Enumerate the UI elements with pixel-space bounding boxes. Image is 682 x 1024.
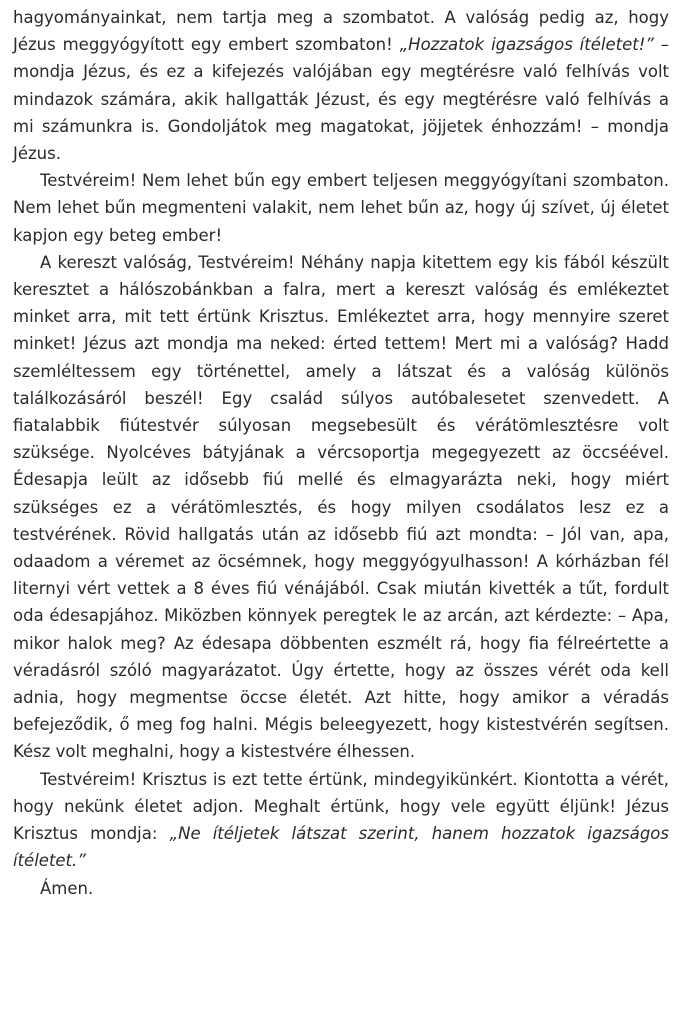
paragraph-1 xyxy=(13,4,669,167)
text-run: Testvéreim! Nem lehet bűn egy embert teljesen meggyógyítani szombaton. Nem lehet bűn megmenteni valakit, nem lehet bűn az, hogy új szívet, új életet kapjon egy beteg ember! xyxy=(13,171,669,245)
italic-quote: „Ne ítéljetek látszat szerint, hanem hozzatok igazságos ítéletet.” xyxy=(13,824,669,871)
text-run: hagyományainkat, nem tartja meg a szombatot. A valóság pedig az, hogy Jézus meggyógyított egy embert szombaton! xyxy=(13,8,669,55)
italic-quote: „Hozzatok igazságos ítéletet!” xyxy=(399,35,654,55)
paragraph-5 xyxy=(13,875,669,902)
closing-word: Ámen. xyxy=(40,878,94,898)
paragraph-3 xyxy=(13,249,669,766)
text-run: A kereszt valóság, Testvéreim! Néhány napja kitettem egy kis fából készült keresztet a hálószobánkban a falra, mert a kereszt valóság és emlékeztet minket arra, mit tett értünk Krisztus. Emlékeztet arra, hogy mennyire szeret minket! Jézus azt mondja ma neked: érted tettem! Mert mi a valóság? Hadd szemléltessem egy történettel, amely a látszat és a valóság különös találkozásáról beszél! Egy család súlyos autóbalesetet szenvedett. A fiatalabbik fiútestvér súlyosan megsebesült és vérátömlesztésre volt szüksége. Nyolcéves bátyjának a vércsoportja megegyezett az öccséével. Édesapja leült az idősebb fiú mellé és elmagyarázta neki, hogy miért szükséges ez a vérátömlesztés, és hogy milyen csodálatos lesz ez a testvérének. Rövid hallgatás után az idősebb fiú azt mondta: – Jól van, apa, odaadom a véremet az öcsémnek, hogy meggyógyulhasson! A kórházban fél liternyi vért vettek a 8 éves fiú vénájából. Csak miután kivették a tűt, fordult oda édesapjához. Miközben könnyek peregtek le az arcán, azt kérdezte: – Apa, mikor halok meg? Az édesapa döbbenten eszmélt rá, hogy fia félreértette a véradásról szóló magyarázatot. Úgy értette, hogy az összes vérét oda kell adnia, hogy megmentse öccse életét. Azt hitte, hogy amikor a véradás befejeződik, ő meg fog halni. Mégis beleegyezett, hogy kistestvérén segítsen. Kész volt meghalni, hogy a kistestvére élhessen. xyxy=(13,252,669,762)
text-run: Testvéreim! Krisztus is ezt tette értünk, mindegyikünkért. Kiontotta a vérét, hogy nekünk életet adjon. Meghalt értünk, hogy vele együtt éljünk! Jézus Krisztus mondja: xyxy=(13,769,669,844)
paragraph-4 xyxy=(13,766,669,875)
paragraph-2 xyxy=(13,167,669,249)
text-run: – mondja Jézus, és ez a kifejezés valójában egy megtérésre való felhívás volt mindazok számára, akik hallgatták Jézust, és egy megtérésre való felhívás a mi számunkra is. Gondoljátok meg magatokat, jöjjetek énhozzám! – mondja Jézus. xyxy=(13,35,670,164)
